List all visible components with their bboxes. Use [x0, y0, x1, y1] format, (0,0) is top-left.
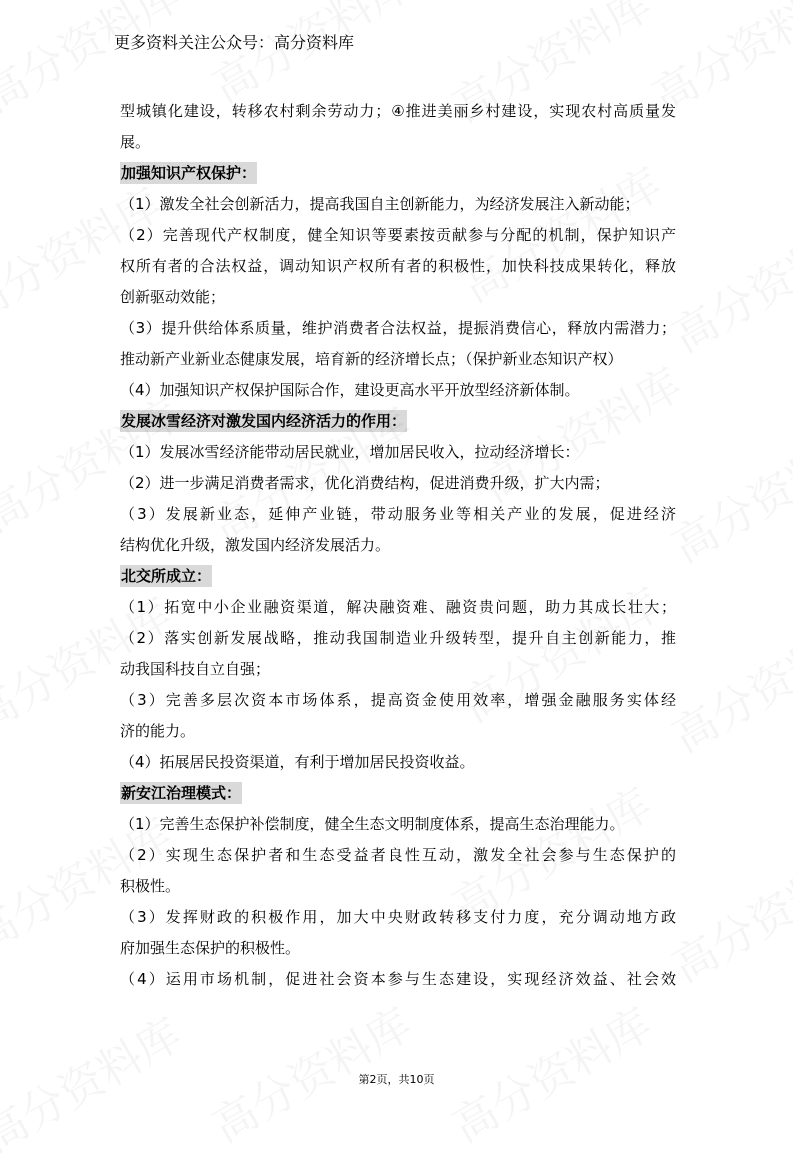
body-line: （4）加强知识产权保护国际合作，建设更高水平开放型经济新体制。: [120, 381, 580, 399]
body-line: 济的能力。: [120, 722, 196, 740]
body-line: （2）落实创新发展战略，推动我国制造业升级转型，提升自主创新能力，推: [120, 629, 676, 647]
body-line: （4）运用市场机制，促进社会资本参与生态建设，实现经济效益、社会效: [120, 970, 676, 988]
section-heading-text: 北交所成立：: [121, 567, 212, 585]
body-line: （1）完善生态保护补偿制度，健全生态文明制度体系，提高生态治理能力。: [120, 815, 625, 833]
section-heading-text: 加强知识产权保护：: [121, 164, 257, 182]
watermark: [659, 599, 793, 764]
section-heading: [120, 406, 676, 437]
body-line: 积极性。: [120, 877, 181, 895]
page-number: 第2页，共10页: [358, 1073, 435, 1086]
body-line: （2）进一步满足消费者需求，优化消费结构，促进消费升级，扩大内需；: [120, 474, 610, 492]
body-line: （1）拓宽中小企业融资渠道，解决融资难、融资贵问题，助力其成长壮大；: [120, 598, 676, 616]
body-line: 创新驱动效能；: [120, 288, 226, 306]
body-line: （3）发挥财政的积极作用，加大中央财政转移支付力度，充分调动地方政: [120, 908, 676, 926]
body-line: 结构优化升级，激发国内经济发展活力。: [120, 536, 391, 554]
body-line: （2）完善现代产权制度，健全知识等要素按贡献参与分配的机制，保护知识产: [120, 226, 676, 244]
section-heading-text: 新安江治理模式：: [121, 784, 242, 802]
body-line: （2）实现生态保护者和生态受益者良性互动，激发全社会参与生态保护的: [120, 846, 676, 864]
body-line: 推动新产业新业态健康发展，培育新的经济增长点；（保护新业态知识产权）: [120, 350, 623, 368]
section-heading: [120, 158, 676, 189]
body-line: （3）提升供给体系质量，维护消费者合法权益，提振消费信心，释放内需潜力；: [120, 319, 676, 337]
body-line: 展。: [120, 133, 151, 151]
body-line: （3）完善多层次资本市场体系，提高资金使用效率，增强金融服务实体经: [120, 691, 676, 709]
section-heading: [120, 778, 676, 809]
section-heading-text: 发展冰雪经济对激发国内经济活力的作用：: [121, 412, 407, 430]
body-line: （3）发展新业态，延伸产业链，带动服务业等相关产业的发展，促进经济: [120, 505, 676, 523]
page-header: 更多资料关注公众号：高分资料库: [114, 33, 355, 52]
body-line: 权所有者的合法权益，调动知识产权所有者的积极性，加快科技成果转化，释放: [120, 257, 676, 275]
body-line: 型城镇化建设，转移农村剩余劳动力；④推进美丽乡村建设，实现农村高质量发: [120, 102, 676, 120]
watermark: [659, 829, 793, 994]
body-line: （1）发展冰雪经济能带动居民就业，增加居民收入，拉动经济增长：: [120, 443, 580, 461]
body-line: 动我国科技自立自强；: [120, 660, 271, 678]
body-line: （4）拓展居民投资渠道，有利于增加居民投资收益。: [120, 753, 475, 771]
body-line: 府加强生态保护的积极性。: [120, 939, 301, 957]
watermark: [659, 409, 793, 574]
document-body: [120, 96, 676, 995]
watermark: [659, 199, 793, 364]
section-heading: [120, 561, 676, 592]
body-line: （1）激发全社会创新活力，提高我国自主创新能力，为经济发展注入新动能；: [120, 195, 640, 213]
